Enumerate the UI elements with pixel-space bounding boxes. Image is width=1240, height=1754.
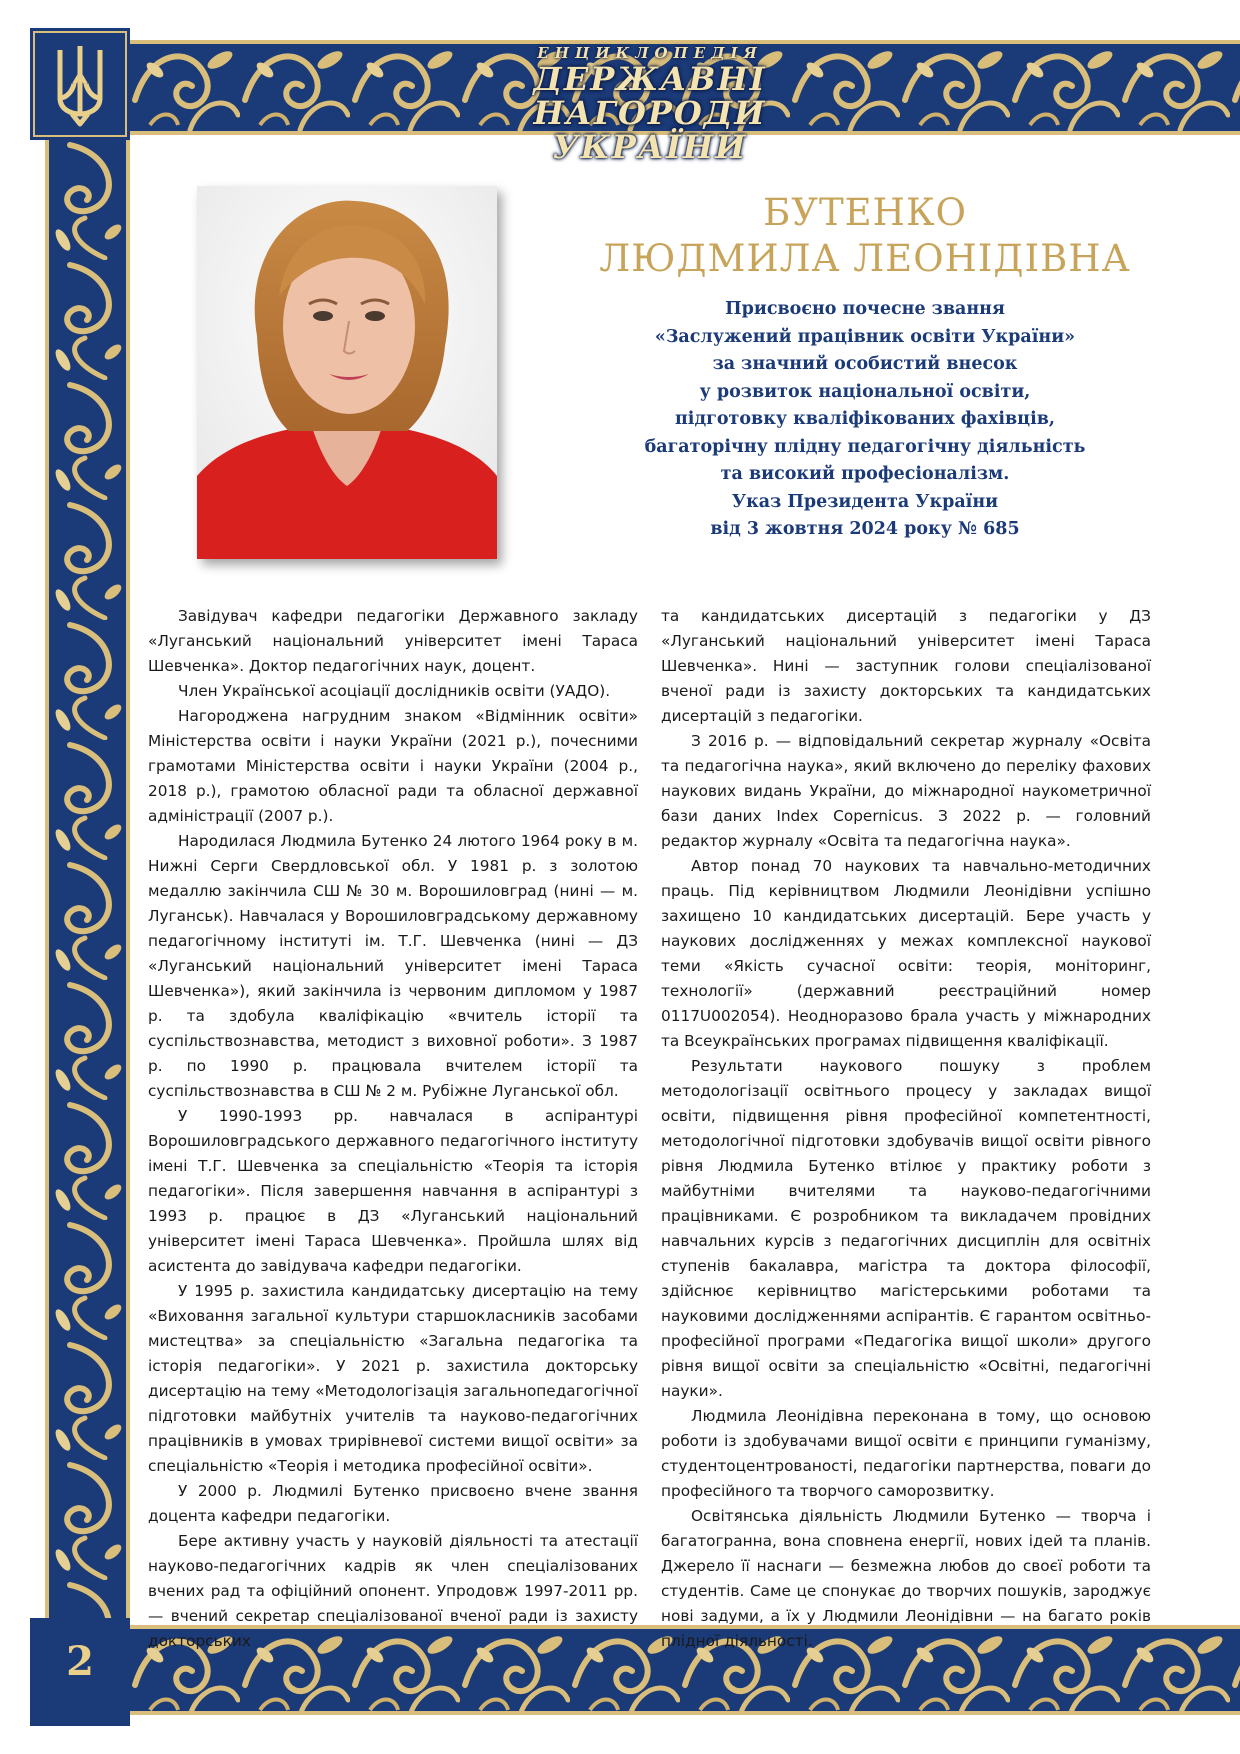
award-line: за значний особистий внесок — [712, 354, 1018, 374]
page-number: 2 — [66, 1638, 94, 1685]
left-text-column — [148, 604, 638, 1654]
person-name — [590, 190, 1140, 282]
paragraph: Член Української асоціації дослідників освіти (УАДО). — [178, 682, 611, 700]
person-surname: БУТЕНКО — [763, 191, 967, 234]
right-text-column — [661, 604, 1151, 1654]
masthead-title — [460, 62, 840, 164]
award-line: Присвоєно почесне звання — [725, 299, 1005, 319]
person-given-names: ЛЮДМИЛА ЛЕОНІДІВНА — [599, 237, 1131, 280]
page-number-box — [30, 1618, 130, 1726]
paragraph: З 2016 р. — відповідальний секретар журналу «Освіта та педагогічна наука», який включено до переліку фахових наукових видань України, до міжнародної наукометричної бази даних Index Copernicus. З 2022 р. — головний редактор журналу «Освіта та педагогічна наука». — [661, 732, 1151, 850]
award-line: підготовку кваліфікованих фахівців, — [675, 409, 1055, 429]
paragraph: Автор понад 70 наукових та навчально-методичних праць. Під керівництвом Людмили Леонідівни успішно захищено 10 кандидатських дисертацій. Бере участь у наукових дослідженнях у межах комплексної наукової теми «Якість сучасної освіти: теорія, моніторинг, технології» (державний реєстраційний номер 0117U002054). Неодноразово брала участь у міжнародних та Всеукраїнських програмах підвищення кваліфікації. — [661, 857, 1151, 1050]
award-line: від 3 жовтня 2024 року № 685 — [710, 519, 1020, 539]
paragraph: Завідувач кафедри педагогіки Державного закладу «Луганський національний університет імені Тараса Шевченка». Доктор педагогічних наук, доцент. — [148, 607, 638, 675]
paragraph-continued: та кандидатських дисертацій з педагогіки у ДЗ «Луганський національний університет імені Тараса Шевченка». Нині — заступник голови спеціалізованої вченої ради із захисту докторських та кандидатських дисертацій з педагогіки. — [661, 607, 1151, 725]
masthead — [460, 44, 840, 166]
award-line: Указ Президента України — [731, 491, 999, 512]
award-line: у розвиток національної освіти, — [699, 381, 1031, 402]
award-line: «Заслужений працівник освіти України» — [654, 326, 1076, 347]
award-line: та високий професіоналізм. — [720, 464, 1010, 484]
portrait-photo — [197, 186, 497, 559]
paragraph: Народилася Людмила Бутенко 24 лютого 1964 року в м. Нижні Серги Свердловської обл. У 1981 р. з золотою медаллю закінчила СШ № 30 м. Ворошиловград (нині — м. Луганськ). Навчалася у Ворошиловградському державному педагогічному інституті ім. Т.Г. Шевченка (нині — ДЗ «Луганський національний університет імені Тараса Шевченка»), який закінчила із червоним дипломом у 1987 р. та здобула кваліфікацію «вчитель історії та суспільствознавства, методист з виховної роботи». З 1987 р. по 1990 р. працювала вчителем історії та суспільствознавства в СШ № 2 м. Рубіжне Луганської обл. — [148, 832, 638, 1100]
paragraph: У 1995 р. захистила кандидатську дисертацію на тему «Виховання загальної культури старшокласників засобами мистецтва» за спеціальністю «Загальна педагогіка та історія педагогіки». У 2021 р. захистила докторську дисертацію на тему «Методологізація загальнопедагогічної підготовки майбутніх учителів та науково-педагогічних працівників в умовах трирівневої системи вищої освіти» за спеціальністю «Теорія і методика професійної освіти». — [148, 1282, 638, 1475]
crest-box — [30, 28, 130, 140]
award-line: багаторічну плідну педагогічну діяльність — [644, 436, 1086, 457]
masthead-line-1: ДЕРЖАВНІ НАГОРОДИ — [533, 60, 767, 132]
award-statement — [620, 296, 1110, 544]
paragraph: Людмила Леонідівна переконана в тому, що основою роботи із здобувачами вищої освіти є принципи гуманізму, студентоцентрованості, педагогіки партнерства, поваги до професійного та творчого саморозвитку. — [661, 1407, 1151, 1500]
trident-icon — [30, 28, 130, 140]
masthead-small: ЕНЦИКЛОПЕДІЯ — [537, 44, 763, 62]
paragraph: У 1990-1993 рр. навчалася в аспірантурі Ворошиловградського державного педагогічного інституту імені Т.Г. Шевченка за спеціальністю «Теорія та історія педагогіки». Після завершення навчання в аспірантурі з 1993 р. працює в ДЗ «Луганський національний університет імені Тараса Шевченка». Пройшла шлях від асистента до завідувача кафедри педагогіки. — [148, 1107, 638, 1275]
paragraph: Бере активну участь у науковій діяльності та атестації науково-педагогічних кадрів як член спеціалізованих вчених рад та офіційний опонент. Упродовж 1997-2011 рр. — вчений секретар спеціалізованої вченої ради із захисту докторських — [148, 1532, 638, 1650]
left-ornament-band — [45, 140, 130, 1620]
paragraph: У 2000 р. Людмилі Бутенко присвоєно вчене звання доцента кафедри педагогіки. — [148, 1482, 638, 1525]
masthead-line-2: УКРАЇНИ — [552, 128, 748, 166]
paragraph: Результати наукового пошуку з проблем методологізації освітнього процесу у закладах вищої освіти, підвищення рівня професійної компетентності, методологічної підготовки здобувачів вищої освіти рівного рівня Людмила Бутенко втілює у практику роботи з майбутніми вчителями та науково-педагогічними працівниками. Є розробником та викладачем провідних навчальних курсів з педагогічних дисциплін для освітніх ступенів бакалавра, магістра та доктора філософії, здійснює керівництво магістерськими роботами та науковими дослідженнями аспірантів. Є гарантом освітньо-професійної програми «Педагогіка вищої школи» другого рівня вищої освіти за спеціальністю «Освітні, педагогічні науки». — [661, 1057, 1151, 1400]
paragraph: Нагороджена нагрудним знаком «Відмінник освіти» Міністерства освіти і науки України (2021 р.), почесними грамотами Міністерства освіти і науки України (2004 р., 2018 р.), грамотою обласної ради та обласної державної адміністрації (2007 р.). — [148, 707, 638, 825]
paragraph: Освітянська діяльність Людмили Бутенко — творча і багатогранна, вона сповнена енергії, нових ідей та планів. Джерело її наснаги — безмежна любов до своєї роботи та студентів. Саме це спонукає до творчих пошуків, зароджує нові задуми, а їх у Людмили Леонідівни — на багато років плідної діяльності. — [661, 1507, 1151, 1650]
